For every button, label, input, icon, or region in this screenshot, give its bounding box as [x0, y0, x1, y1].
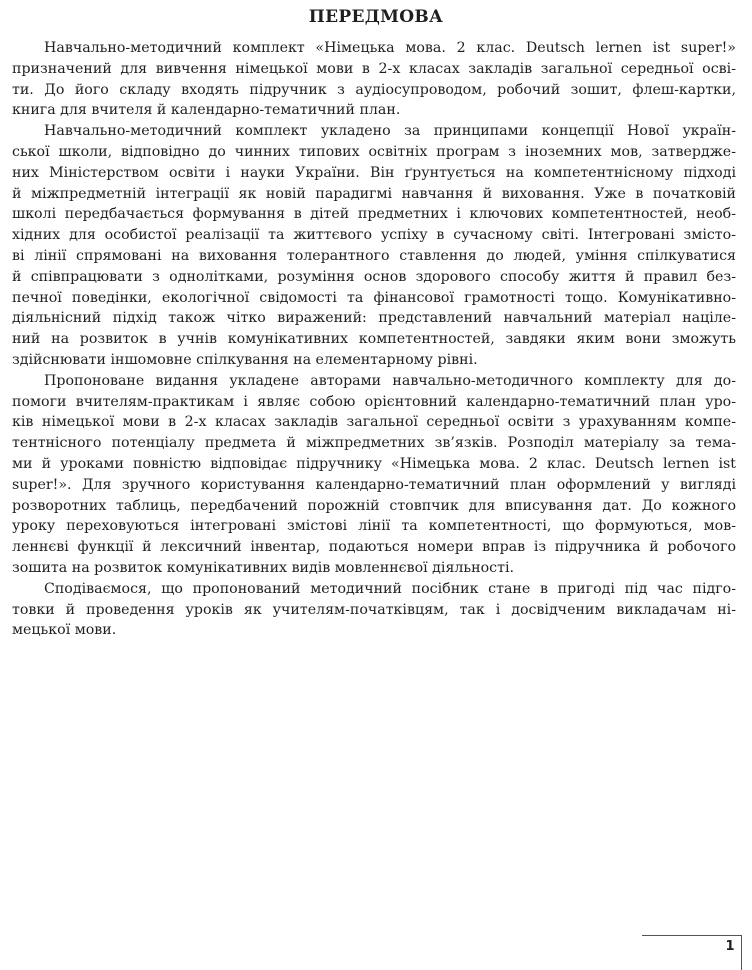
paragraph-line: ків німецької мови в 2-х класах закладів загальної середньої освіти з урахуванням компе- — [12, 414, 736, 431]
paragraph-line: розворотних таблиць, передбачений порожній стовпчик для вписування дат. До кожного — [12, 497, 736, 514]
paragraph-line: хідних для особистої реалізації та життєвого успіху в сучасному світі. Інтегровані змісто- — [12, 227, 736, 244]
footer-rule — [642, 935, 742, 936]
paragraph-line: ти. До його складу входять підручник з аудіосупроводом, робочий зошит, флеш-картки, — [12, 81, 736, 98]
paragraph-line: super!». Для зручного користування календарно-тематичний план оформлений у вигляді — [12, 476, 736, 493]
paragraph-line: призначений для вивчення німецької мови в 2-х класах закладів загальної середньої осві- — [12, 60, 736, 77]
paragraph-line: помоги вчителям-практикам і являє собою орієнтовний календарно-тематичний план уро- — [12, 393, 736, 410]
paragraph-line: Пропоноване видання укладене авторами навчально-методичного комплекту для до- — [44, 372, 736, 389]
paragraph-line: ний на розвиток в учнів комунікативних компетентностей, завдяки яким вони зможуть — [12, 331, 736, 348]
paragraph-line: ві лінії спрямовані на виховання толерантного ставлення до людей, уміння спілкуватися — [12, 247, 736, 264]
paragraph-line: уроку переховуються інтегровані змістові лінії та компетентності, що формуються, мов- — [12, 518, 736, 535]
paragraph-line: ми й уроками повністю відповідає підручнику «Німецька мова. 2 клас. Deutsch lernen ist — [12, 455, 736, 472]
paragraph-4 — [12, 579, 736, 641]
paragraph-line: й міжпредметній інтеграції як новій парадигмі навчання й виховання. Уже в початковій — [12, 185, 736, 202]
paragraph-line: леннєві функції й лексичний інвентар, подаються номери вправ із підручника й робочого — [12, 539, 736, 556]
footer-divider — [741, 935, 742, 970]
paragraph-line: книга для вчителя й календарно-тематичний план. — [12, 102, 401, 119]
paragraph-line: ської школи, відповідно до чинних типових освітніх програм з іноземних мов, затвердже- — [12, 143, 736, 160]
paragraph-line: товки й проведення уроків як учителям-початківцям, так і досвідченим викладачам ні- — [12, 601, 736, 618]
paragraph-line: й співпрацювати з однолітками, розуміння основ здорового способу життя й правил без- — [12, 268, 736, 285]
paragraph-line: діяльнісний підхід також чітко виражений: представлений навчальний матеріал націле- — [12, 310, 736, 327]
paragraph-line: зошита на розвиток комунікативних видів мовленнєвої діяльності. — [12, 559, 514, 576]
paragraph-line: них Міністерством освіти і науки України. Він ґрунтується на компетентнісному підході — [12, 164, 736, 181]
paragraph-line: Навчально-методичний комплект укладено за принципами концепції Нової україн- — [44, 123, 736, 140]
paragraph-line: печної поведінки, екологічної свідомості та фінансової грамотності тощо. Комунікативно- — [12, 289, 736, 306]
paragraph-2 — [12, 121, 736, 371]
page-title: ПЕРЕДМОВА — [308, 7, 444, 27]
paragraph-line: Навчально-методичний комплект «Німецька мова. 2 клас. Deutsch lernen ist super!» — [44, 40, 736, 56]
paragraph-line: Сподіваємося, що пропонований методичний посібник стане в пригоді під час підго- — [44, 580, 736, 597]
page-number: 1 — [725, 939, 735, 954]
body-text — [12, 38, 736, 641]
paragraph-3 — [12, 371, 736, 579]
paragraph-line: здійснювати іншомовне спілкування на елементарному рівні. — [12, 351, 478, 368]
paragraph-line: школі передбачається формування в дітей предметних і ключових компетентностей, необ- — [12, 206, 736, 223]
paragraph-line: тентнісного потенціалу предмета й міжпредметних зв’язків. Розподіл матеріалу за тема- — [12, 435, 736, 452]
paragraph-line: мецької мови. — [12, 622, 117, 639]
paragraph-1 — [12, 38, 736, 121]
